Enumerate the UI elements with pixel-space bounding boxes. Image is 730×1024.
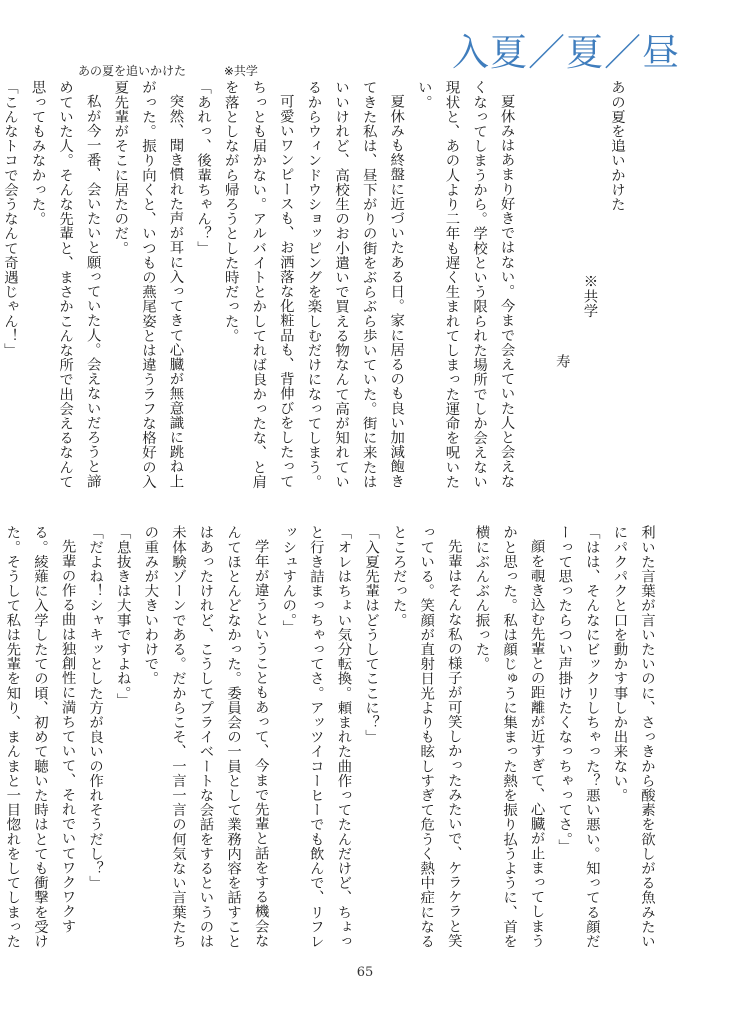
dialogue-line: 「息抜きは大事ですよね。」 (114, 525, 131, 708)
page-title: 入夏／夏／昼 (452, 31, 680, 74)
paragraph: 先輩はそんな私の様子が可笑しかったみたいで、ケラケラと笑っている。笑顔が直射日光よりも眩しすぎて危うく熱中症になるところだった。 (390, 525, 462, 949)
text-block-top (1, 80, 630, 500)
dialogue-line: 「だよね！シャキッとした方が良いの作れそうだし？」 (87, 525, 104, 890)
blank-line (520, 80, 548, 500)
paragraph: 突然、聞き慣れた声が耳に入ってきて心臓が無意識に跳ね上がった。振り向くと、いつもの燕尾姿とは違うラフな格好の入夏先輩がそこに居たのだ。 (112, 80, 184, 489)
paragraph-continued: 利いた言葉が言いたいのに、さっきから酸素を欲しがる魚みたいにパクパクと口を動かす事しか出来ない。 (611, 525, 655, 949)
running-header (78, 62, 258, 79)
paragraph: 先輩の作る曲は独創性に満ちていて、それでいてワクワクする。綾薙に入学したての頃、初めて聴いた時はとても衝撃を受けた。そうして私は先輩を知り、まんまと一目惚れをしてしまった (4, 525, 76, 949)
story-author: 寿 (553, 353, 570, 369)
dialogue-line: 「はは、そんなにビックリしちゃった？悪い悪い。知ってる顔だーって思ったらつい声掛けたくなっちゃってさ。」 (556, 525, 600, 949)
text-block-bottom (4, 525, 660, 950)
story-title: あの夏を追いかけた (609, 80, 625, 212)
paragraph: 私が今一番、会いたいと願っていた人。会えないだろうと諦めていた人。そんな先輩と、まさかこんな所で出会えるなんて思ってもみなかった。 (29, 80, 101, 489)
paragraph: 夏休みも終盤に近づいたある日。家に居るのも良い加減飽きてきた私は、昼下がりの街をぶらぶら歩いていた。街に来たはいいけれど、高校生のお小遣いで買える物なんて高が知れているからウィンドウショッピングを楽しむだけになってしまう。 (305, 80, 405, 489)
dialogue-line: 「あれっ、後輩ちゃん？」 (195, 80, 212, 256)
running-header-genre: ※共学 (223, 64, 258, 78)
dialogue-line: 「オレはちょい気分転換。頼まれた曲作ってたんだけど、ちょっと行き詰まっちゃってさ。アッツイコーヒーでも飲んで、リフレッシュすんの。」 (280, 525, 352, 949)
dialogue-line: 「入夏先輩はどうしてここに？」 (363, 525, 380, 744)
paragraph: 可愛いワンピースも、お洒落な化粧品も、背伸びをしたってちっとも届かない。アルバイトとかしてれば良かったな、と肩を落としながら帰ろうとした時だった。 (222, 80, 294, 489)
story-genre: ※共学 (581, 274, 598, 319)
dialogue-line: 「こんなトコで会うなんて奇遇じゃん！」 (1, 80, 18, 358)
paragraph: 顔を覗き込む先輩との距離が近すぎて、心臓が止まってしまうかと思った。私は顔じゅうに集まった熱を振り払うように、首を横にぶんぶん振った。 (473, 525, 545, 949)
paragraph: 学年が違うということもあって、今まで先輩と話をする機会なんてほとんどなかった。委員会の一員として業務内容を話すことはあったけれど、こうしてプライベートな会話をするというのは未体験ゾーンである。だからこそ、一言一言の何気ない言葉たちの重みが大きいわけで。 (142, 525, 269, 949)
paragraph: 夏休みはあまり好きではない。今まで会えていた人と会えなくなってしまうから。学校という限られた場所でしか会えない現状と、あの人より二年も遅く生まれてしまった運命を呪いたい。 (415, 80, 515, 489)
page-number: 65 (356, 965, 374, 980)
running-header-title: あの夏を追いかけた (78, 64, 187, 78)
